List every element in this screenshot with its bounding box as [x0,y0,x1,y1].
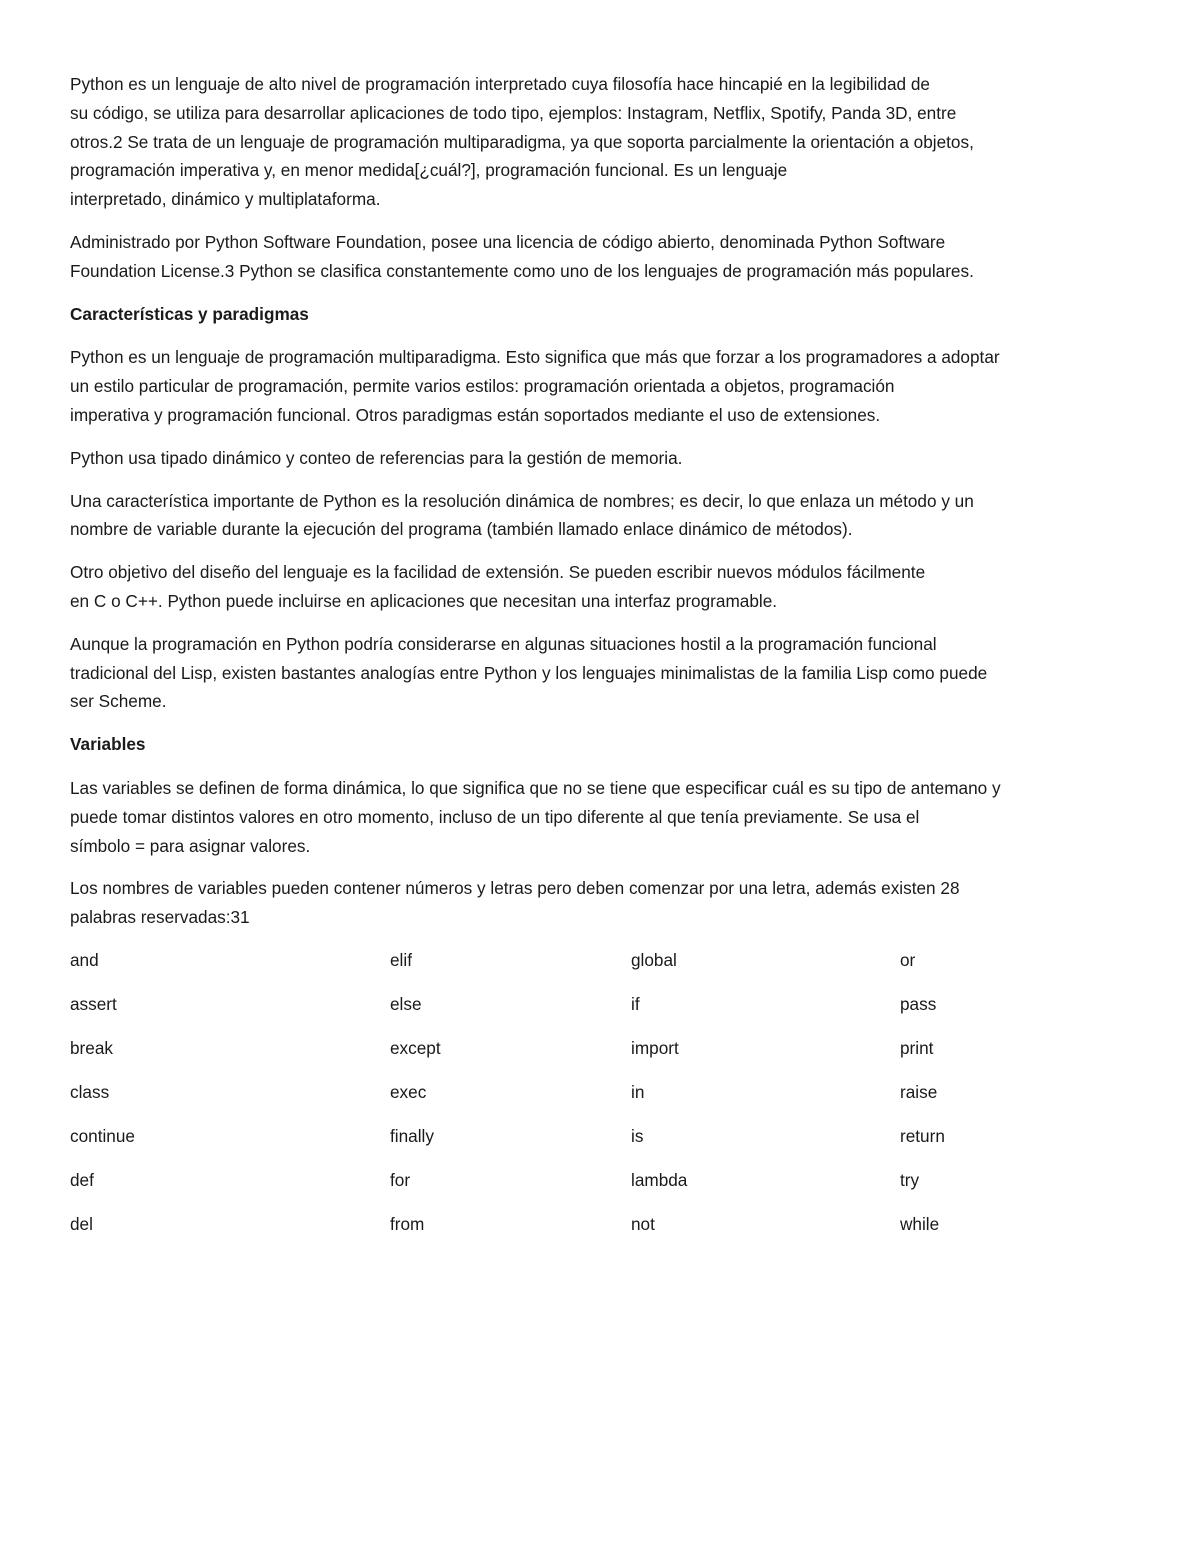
table-cell: elif [390,949,412,970]
table-cell: global [631,949,677,970]
table-cell: while [900,1213,940,1234]
table-cell: continue [70,1125,135,1146]
heading-variables: Variables [70,734,146,755]
heading-features: Características y paradigmas [70,303,309,324]
table-row [70,1166,1100,1210]
table-cell: for [390,1169,411,1190]
reserved-words-table [70,946,1100,1254]
table-cell: raise [900,1081,938,1102]
table-row [70,946,1100,990]
document-page [70,70,1130,1254]
variables-paragraph-2: Los nombres de variables pueden contener números y letras pero deben comenzar por una letra, además existen 28 palabras reservadas:31 [70,878,960,928]
table-cell: finally [390,1125,434,1146]
table-cell: return [900,1125,945,1146]
table-row [70,1210,1100,1254]
table-cell: pass [900,993,937,1014]
table-cell: class [70,1081,110,1102]
table-cell: print [900,1037,934,1058]
table-row [70,1122,1100,1166]
table-cell: del [70,1213,93,1234]
intro-paragraph-2: Administrado por Python Software Foundation, posee una licencia de código abierto, denominada Python Software Foundation License.3 Python se clasifica constantemente como uno de los lenguajes de programación más populares. [70,231,974,281]
table-cell: not [631,1213,655,1234]
table-cell: try [900,1169,920,1190]
table-row [70,1034,1100,1078]
variables-paragraph-1: Las variables se definen de forma dinámica, lo que significa que no se tiene que especificar cuál es su tipo de antemano y puede tomar distintos valores en otro momento, incluso de un tipo diferente al que tenía previamente. Se usa el símbolo = para asignar valores. [70,777,1001,856]
table-cell: and [70,949,99,970]
table-cell: is [631,1125,644,1146]
features-paragraph-5: Aunque la programación en Python podría considerarse en algunas situaciones hostil a la programación funcional tradicional del Lisp, existen bastantes analogías entre Python y los lenguajes minimalistas de la familia Lisp como puede ser Scheme. [70,633,988,712]
table-cell: from [390,1213,425,1234]
table-row [70,990,1100,1034]
table-cell: or [900,949,916,970]
table-cell: assert [70,993,117,1014]
features-paragraph-2: Python usa tipado dinámico y conteo de referencias para la gestión de memoria. [70,447,683,468]
table-cell: if [631,993,640,1014]
table-cell: lambda [631,1169,688,1190]
intro-paragraph-1: Python es un lenguaje de alto nivel de programación interpretado cuya filosofía hace hincapié en la legibilidad de su código, se utiliza para desarrollar aplicaciones de todo tipo, ejemplos: Instagram, Netflix, Spotify, Panda 3D, entre otros.2 Se trata de un lenguaje de programación multiparadigma, ya que soporta parcialmente la orientación a objetos, programación imperativa y, en menor medida[¿cuál?], programación funcional. Es un lenguaje interpretado, dinámico y multiplataforma. [70,74,974,210]
table-row [70,1078,1100,1122]
features-paragraph-1: Python es un lenguaje de programación multiparadigma. Esto significa que más que forzar a los programadores a adoptar un estilo particular de programación, permite varios estilos: programación orientada a objetos, programación imperativa y programación funcional. Otros paradigmas están soportados mediante el uso de extensiones. [70,347,1000,425]
features-paragraph-3: Una característica importante de Python es la resolución dinámica de nombres; es decir, lo que enlaza un método y un nombre de variable durante la ejecución del programa (también llamado enlace dinámico de métodos). [70,490,974,540]
table-cell: import [631,1037,679,1058]
table-cell: exec [390,1081,427,1102]
table-cell: else [390,993,422,1014]
table-cell: except [390,1037,441,1058]
features-paragraph-4: Otro objetivo del diseño del lenguaje es la facilidad de extensión. Se pueden escribir nuevos módulos fácilmente en C o C++. Python puede incluirse en aplicaciones que necesitan una interfaz programable. [70,562,926,611]
table-cell: in [631,1081,645,1102]
table-cell: def [70,1169,94,1190]
table-cell: break [70,1037,113,1058]
